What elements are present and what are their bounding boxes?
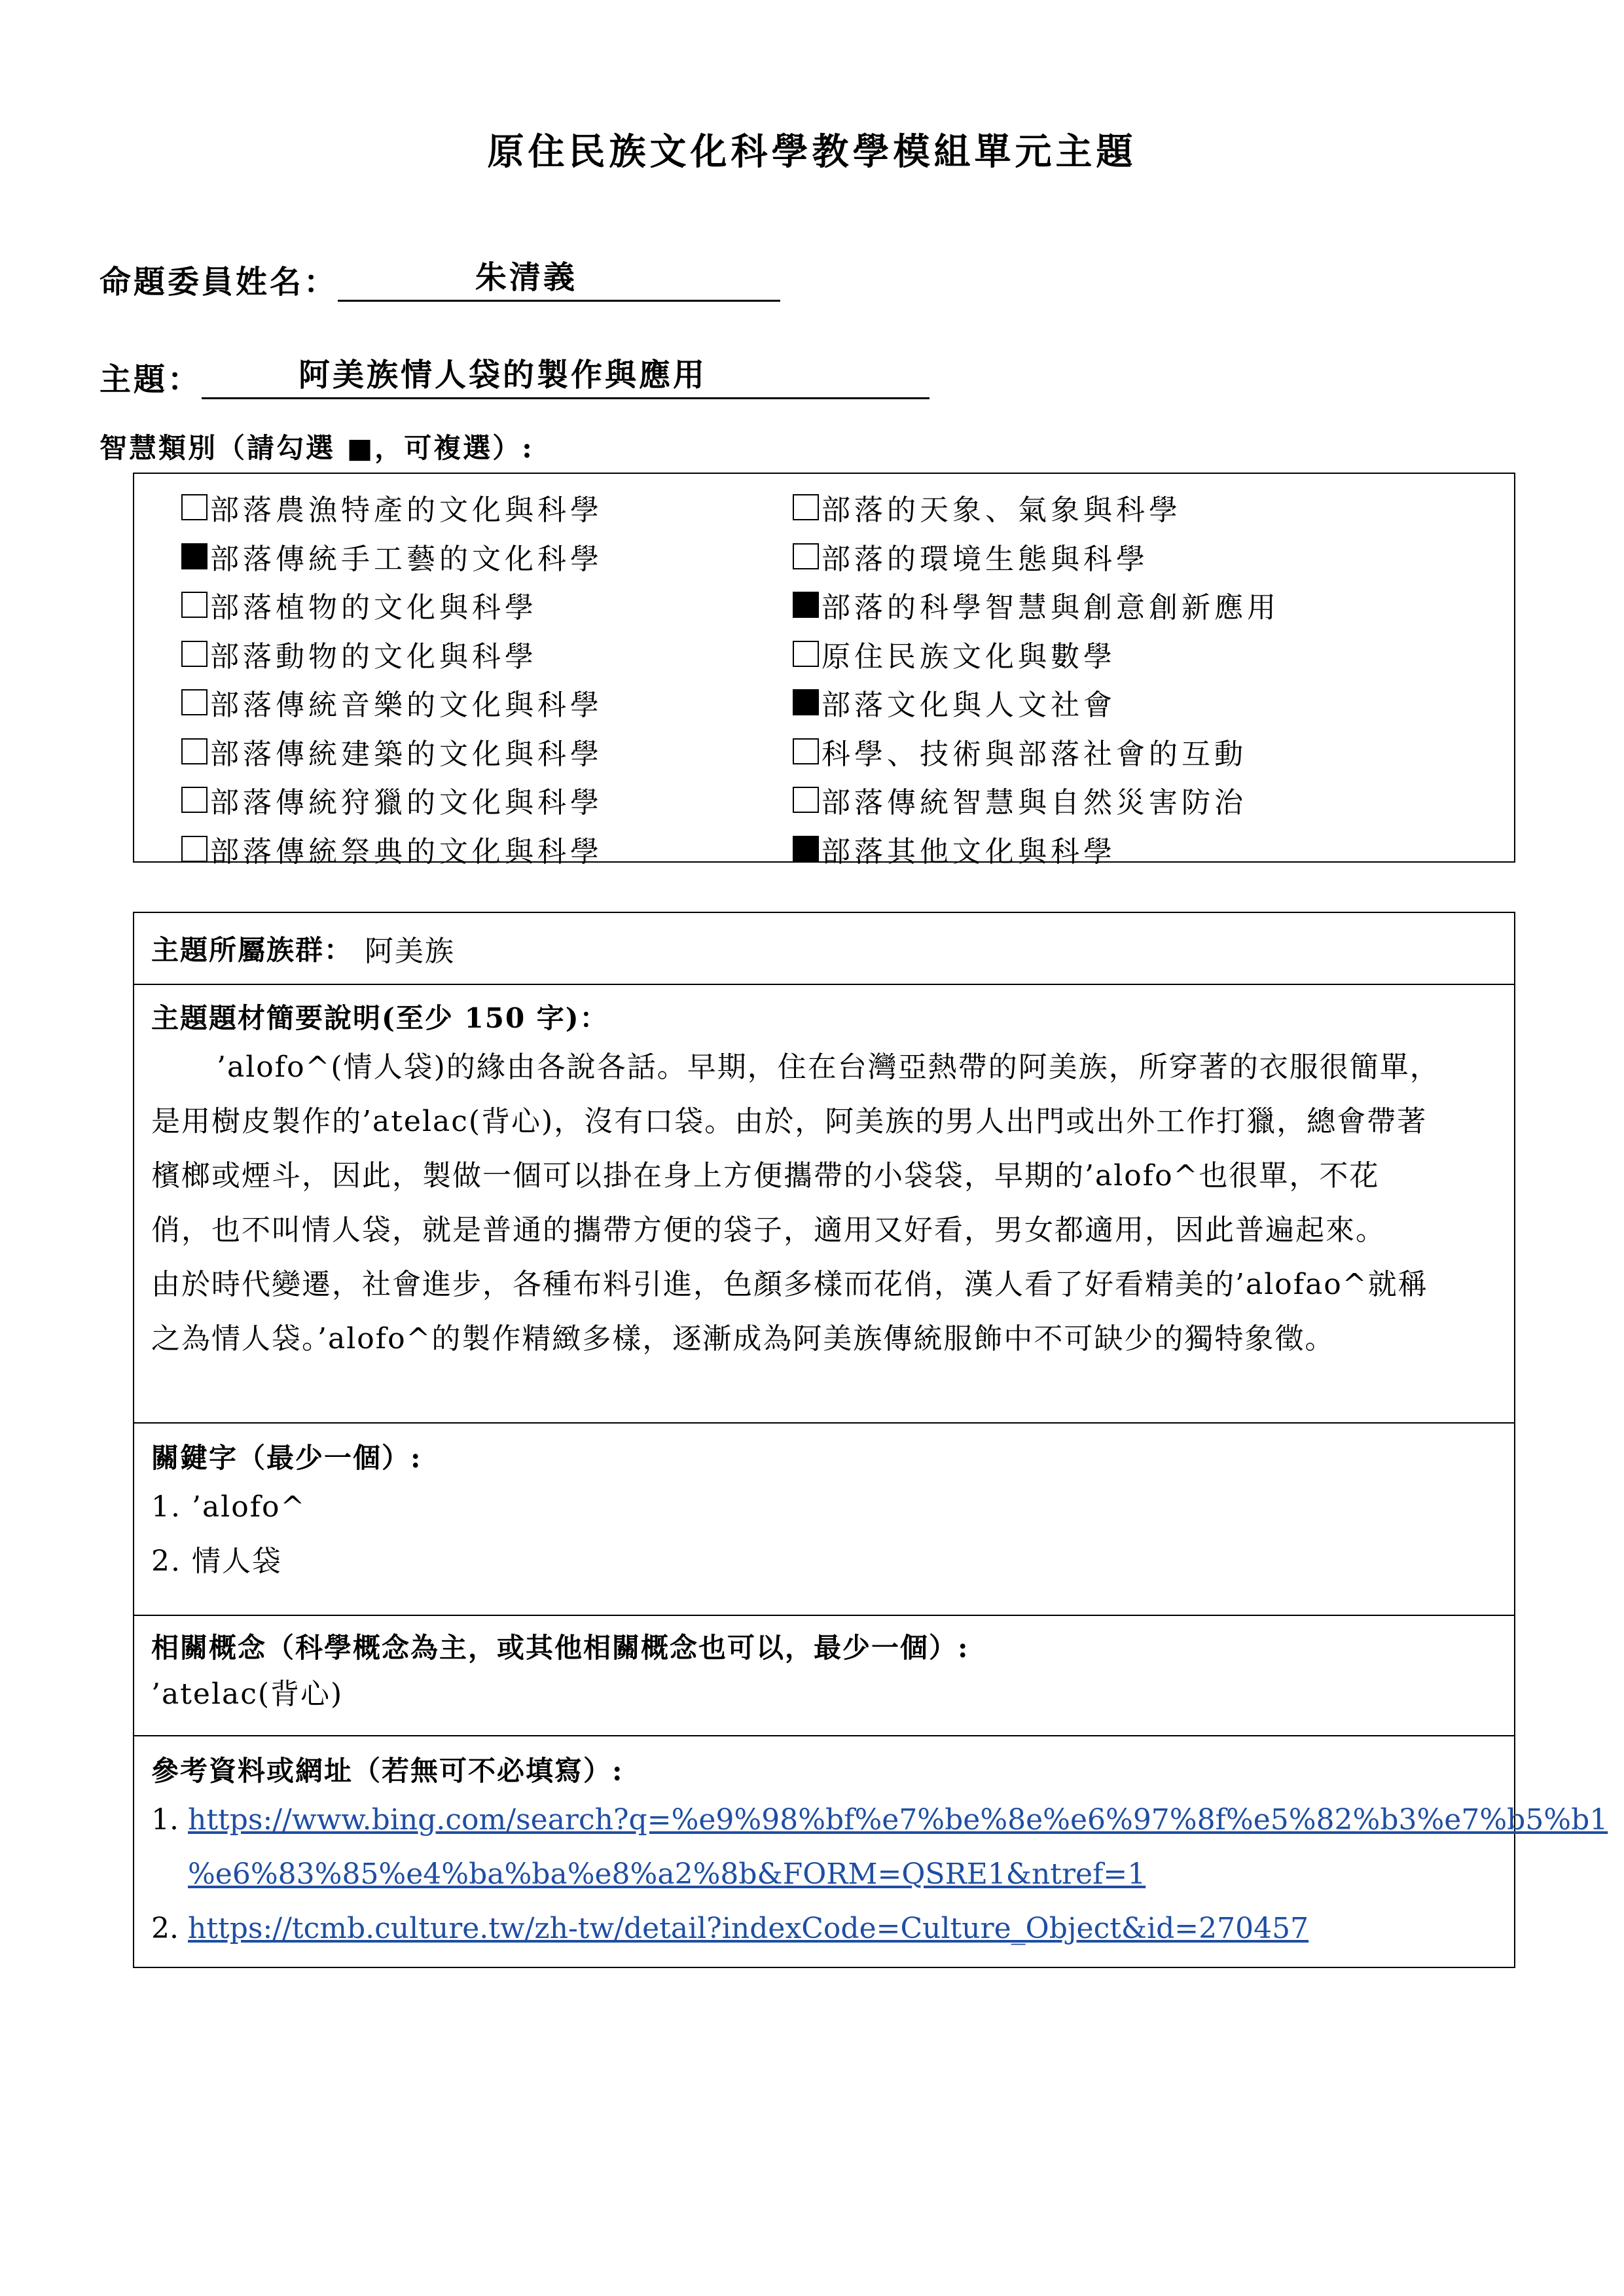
category-heading: 智慧類別（請勾選 ■，可複選）:: [99, 432, 534, 464]
keyword-item: 1. ’alofo^: [151, 1490, 306, 1524]
category-label: 部落的科學智慧與創意創新應用: [821, 591, 1280, 625]
topic-value: 阿美族情人袋的製作與應用: [298, 357, 708, 393]
references-label: 參考資料或網址（若無可不必填寫）:: [151, 1755, 624, 1787]
category-label: 部落傳統手工藝的文化科學: [210, 542, 603, 576]
category-label: 部落傳統音樂的文化與科學: [210, 689, 603, 723]
category-label: 部落傳統智慧與自然災害防治: [821, 786, 1247, 820]
category-item[interactable]: [181, 532, 603, 581]
description-line: 檳榔或煙斗，因此，製做一個可以掛在身上方便攜帶的小袋袋，早期的’alofo^也很單，不花: [151, 1159, 1380, 1193]
reference-number: 2.: [151, 1912, 179, 1945]
category-label: 部落傳統建築的文化與科學: [210, 737, 603, 771]
checked-checkbox[interactable]: [181, 543, 208, 569]
category-item[interactable]: [181, 483, 603, 532]
reference-line: [151, 1847, 1497, 1901]
reference-link[interactable]: %e6%83%85%e4%ba%ba%e8%a2%8b&FORM=QSRE1&ntref=1: [188, 1857, 1146, 1891]
references-row: [134, 1736, 1608, 1967]
reference-line: [151, 1901, 1497, 1956]
keywords-row: [134, 1424, 1514, 1616]
description-line: 由於時代變遷，社會進步，各種布料引進，色顏多樣而花俏，漢人看了好看精美的’alofao^就稱: [151, 1268, 1428, 1301]
unchecked-checkbox[interactable]: [793, 787, 819, 813]
description-label: 主題題材簡要說明(至少 150 字)：: [151, 1002, 609, 1034]
category-item[interactable]: [181, 727, 603, 776]
checked-checkbox[interactable]: [793, 836, 819, 862]
category-item[interactable]: [181, 678, 603, 727]
category-label: 部落其他文化與科學: [821, 834, 1116, 869]
category-label: 部落文化與人文社會: [821, 689, 1116, 723]
category-item[interactable]: [181, 581, 603, 630]
unchecked-checkbox[interactable]: [181, 641, 208, 667]
reference-line: [151, 1793, 1608, 1847]
unchecked-checkbox[interactable]: [181, 836, 208, 862]
topic-label: 主題：: [99, 361, 202, 398]
description-text[interactable]: [151, 1040, 1497, 1366]
category-item[interactable]: [181, 776, 603, 825]
category-item[interactable]: [181, 825, 603, 874]
category-label: 部落動物的文化與科學: [210, 639, 537, 673]
unchecked-checkbox[interactable]: [181, 494, 208, 520]
keywords-label: 關鍵字（最少一個）:: [151, 1442, 422, 1474]
unchecked-checkbox[interactable]: [181, 592, 208, 618]
unchecked-checkbox[interactable]: [181, 689, 208, 715]
checked-checkbox[interactable]: [793, 689, 819, 715]
category-label: 部落植物的文化與科學: [210, 591, 537, 625]
references-list: [151, 1793, 1608, 1956]
info-table: [133, 912, 1608, 1968]
concepts-row: [134, 1616, 1514, 1736]
page-title: 原住民族文化科學教學模組單元主題: [487, 130, 1137, 173]
ethnic-label: 主題所屬族群：: [151, 934, 353, 966]
concepts-value[interactable]: ’atelac(背心): [151, 1677, 344, 1711]
keywords-list[interactable]: [151, 1480, 1497, 1588]
category-item[interactable]: [793, 727, 1280, 776]
category-column-right: [793, 483, 1280, 873]
category-item[interactable]: [793, 483, 1280, 532]
committee-field[interactable]: [338, 259, 780, 302]
ethnic-row: [134, 913, 1514, 985]
committee-row: [99, 257, 780, 302]
checked-checkbox[interactable]: [793, 592, 819, 618]
category-column-left: [181, 483, 603, 873]
category-label: 原住民族文化與數學: [821, 639, 1116, 673]
category-item[interactable]: [793, 532, 1280, 581]
unchecked-checkbox[interactable]: [793, 641, 819, 667]
unchecked-checkbox[interactable]: [793, 543, 819, 569]
category-label: 部落的環境生態與科學: [821, 542, 1149, 576]
topic-row: [99, 354, 929, 399]
category-box: [133, 473, 1515, 869]
description-line: 俏，也不叫情人袋，就是普通的攜帶方便的袋子，適用又好看，男女都適用，因此普遍起來。: [151, 1213, 1386, 1247]
description-line: 是用樹皮製作的’atelac(背心)，沒有口袋。由於，阿美族的男人出門或出外工作打獵，總會帶著: [151, 1105, 1428, 1138]
category-label: 部落傳統祭典的文化與科學: [210, 834, 603, 869]
reference-link[interactable]: https://www.bing.com/search?q=%e9%98%bf%e7%be%8e%e6%97%8f%e5%82%b3%e7%b5%b1: [188, 1803, 1608, 1837]
description-row: [134, 985, 1514, 1424]
category-label: 科學、技術與部落社會的互動: [821, 737, 1247, 771]
concepts-label: 相關概念（科學概念為主，或其他相關概念也可以，最少一個）:: [151, 1632, 969, 1664]
description-line: 之為情人袋。’alofo^的製作精緻多樣，逐漸成為阿美族傳統服飾中不可缺少的獨特象徵。: [151, 1322, 1335, 1355]
category-item[interactable]: [181, 630, 603, 679]
category-item[interactable]: [793, 776, 1280, 825]
unchecked-checkbox[interactable]: [793, 494, 819, 520]
topic-field[interactable]: [202, 357, 929, 399]
unchecked-checkbox[interactable]: [793, 738, 819, 764]
unchecked-checkbox[interactable]: [181, 738, 208, 764]
reference-number: 1.: [151, 1803, 179, 1837]
description-line: ’alofo^(情人袋)的緣由各說各話。早期，住在台灣亞熱帶的阿美族，所穿著的衣服很簡單，: [217, 1050, 1440, 1084]
category-label: 部落農漁特產的文化與科學: [210, 493, 603, 528]
ethnic-value[interactable]: 阿美族: [365, 935, 456, 968]
committee-label: 命題委員姓名：: [99, 264, 338, 300]
category-label: 部落傳統狩獵的文化與科學: [210, 786, 603, 820]
keyword-item: 2. 情人袋: [151, 1545, 282, 1578]
category-item[interactable]: [793, 630, 1280, 679]
committee-value: 朱清義: [475, 259, 578, 296]
category-item[interactable]: [793, 678, 1280, 727]
category-item[interactable]: [793, 581, 1280, 630]
reference-link[interactable]: https://tcmb.culture.tw/zh-tw/detail?indexCode=Culture_Object&id=270457: [188, 1912, 1309, 1945]
category-label: 部落的天象、氣象與科學: [821, 493, 1182, 528]
category-item[interactable]: [793, 825, 1280, 874]
unchecked-checkbox[interactable]: [181, 787, 208, 813]
